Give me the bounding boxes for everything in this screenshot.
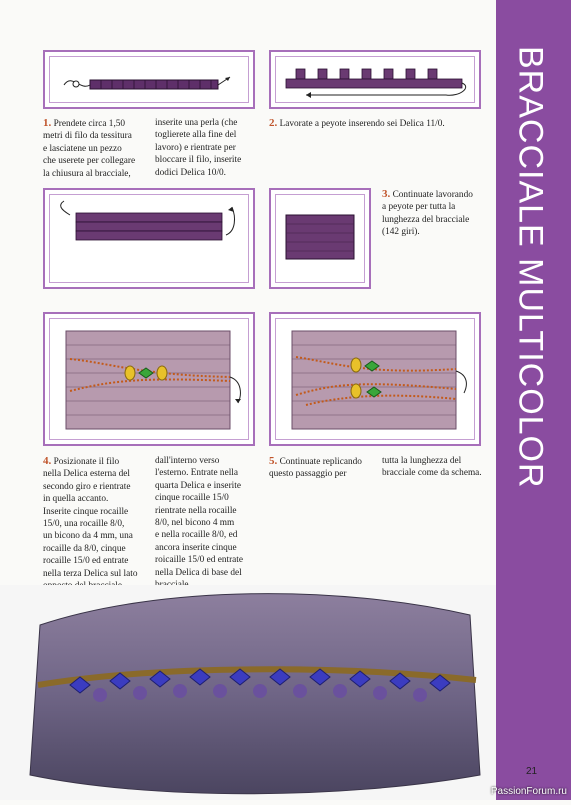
step-5-col-1 xyxy=(269,455,377,481)
step-line: rocaille 15/0 ed entrate xyxy=(43,556,129,567)
step-line: 8/0, nel bicono 4 mm xyxy=(155,518,235,529)
step-number: 4. xyxy=(43,455,52,467)
peyote-block-diagram xyxy=(276,195,364,282)
step-4-col-1 xyxy=(43,455,155,592)
step-line: questo passaggio per xyxy=(269,469,347,480)
step-line: che userete per collegare xyxy=(43,156,136,167)
step-line: (142 giri). xyxy=(382,227,420,238)
step-line: dall'interno verso xyxy=(155,456,220,466)
diagram-frame xyxy=(49,194,249,283)
diagram-step-1 xyxy=(43,50,255,109)
page-number: 21 xyxy=(526,766,538,777)
step-line: la chiusura al bracciale, xyxy=(43,168,131,179)
step-3 xyxy=(382,188,492,239)
diagram-step-5 xyxy=(269,312,481,446)
step-line: un bicono da 4 mm, una xyxy=(43,531,133,542)
step-1-col-2 xyxy=(155,117,260,179)
step-number: 3. xyxy=(382,188,391,200)
step-line: e nella rocaille 8/0, ed xyxy=(155,530,238,541)
step-line: bloccare il filo, inserite xyxy=(155,155,242,166)
bead-string-diagram xyxy=(50,57,248,102)
diagram-frame xyxy=(49,318,249,440)
step-line: cinque rocaille 15/0 xyxy=(155,493,229,504)
step-line: 15/0, una rocaille 8/0, xyxy=(43,519,125,530)
diagram-step-3a xyxy=(43,188,255,289)
sidebar-title: BRACCIALE MULTICOLOR xyxy=(511,46,550,489)
bracelet-photo xyxy=(0,585,496,800)
step-number: 2. xyxy=(269,117,278,129)
step-line: rientrate nella rocaille xyxy=(155,505,237,516)
step-line: in quella accanto. xyxy=(43,494,109,505)
step-line: nella Delica di base del xyxy=(155,567,242,578)
step-line: Continuate lavorando xyxy=(392,190,473,200)
step-line: secondo giro e rientrate xyxy=(43,481,131,492)
step-line: Continuate replicando xyxy=(279,457,362,467)
step-line: Prendete circa 1,50 xyxy=(53,119,126,129)
embellishment-repeat-diagram xyxy=(276,319,474,439)
step-2 xyxy=(269,117,479,130)
step-number: 5. xyxy=(269,455,278,467)
step-line: Posizionate il filo xyxy=(53,457,120,467)
diagram-frame xyxy=(275,318,475,440)
step-line: a peyote per tutta la xyxy=(382,202,456,213)
diagram-frame xyxy=(275,194,365,283)
step-line: quarta Delica e inserite xyxy=(155,480,241,491)
diagram-step-3b xyxy=(269,188,371,289)
diagram-frame xyxy=(49,56,249,103)
step-line: toglierete alla fine del xyxy=(155,130,237,141)
step-line: bracciale come da schema. xyxy=(382,468,482,479)
step-line: tutta la lunghezza del xyxy=(382,456,462,466)
diagram-step-4 xyxy=(43,312,255,446)
diagram-step-2 xyxy=(269,50,481,109)
step-1-col-1 xyxy=(43,117,155,180)
step-line: l'esterno. Entrate nella xyxy=(155,468,238,479)
embellishment-diagram xyxy=(50,319,248,439)
peyote-rows-diagram xyxy=(50,195,248,282)
step-line: dodici Delica 10/0. xyxy=(155,167,226,178)
diagram-frame xyxy=(275,56,475,103)
peyote-start-diagram xyxy=(276,57,474,102)
step-line: e lasciatene un pezzo xyxy=(43,143,122,154)
step-line: Inserite cinque rocaille xyxy=(43,506,129,517)
step-line: Lavorate a peyote inserendo sei Delica 11/0. xyxy=(279,119,445,129)
step-line: inserite una perla (che xyxy=(155,118,238,128)
step-line: roicaille 15/0 ed entrate xyxy=(155,555,244,566)
step-5-col-2 xyxy=(382,455,494,480)
step-line: nella terza Delica sul lato xyxy=(43,568,138,579)
step-line: lavoro) e rientrate per xyxy=(155,142,236,153)
step-4-col-2 xyxy=(155,455,265,591)
watermark: PassionForum.ru xyxy=(490,786,567,797)
bracelet-illustration xyxy=(0,585,496,800)
step-line: metri di filo da tessitura xyxy=(43,131,132,142)
step-line: lunghezza del bracciale xyxy=(382,214,470,225)
step-line: ancora inserite cinque xyxy=(155,542,237,553)
step-line: rocaille da 8/0, cinque xyxy=(43,543,126,554)
step-number: 1. xyxy=(43,117,52,129)
step-line: nella Delica esterna del xyxy=(43,469,130,480)
